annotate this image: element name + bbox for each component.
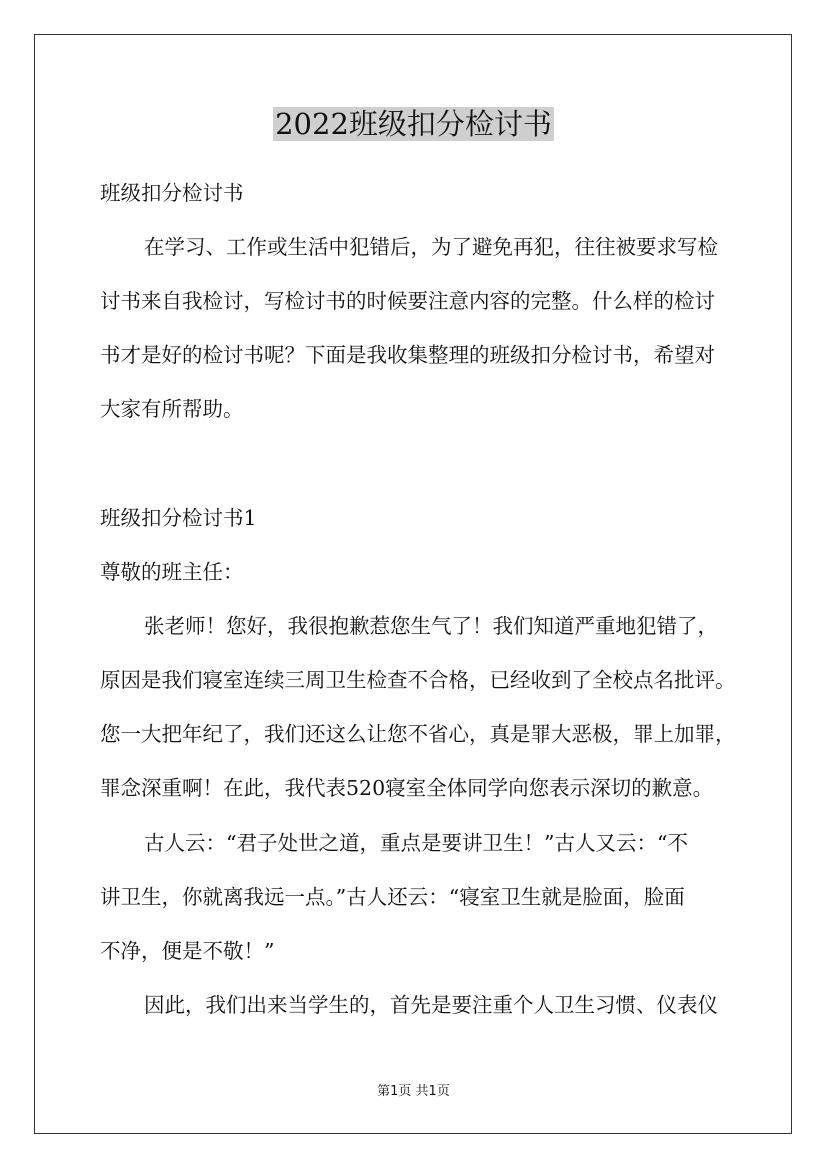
document-title xyxy=(0,104,827,144)
page-footer: 第1页 共1页 xyxy=(377,1084,450,1099)
subtitle: 班级扣分检讨书 xyxy=(100,181,244,205)
paragraph-1-line-2: 原因是我们寝室连续三周卫生检查不合格，已经收到了全校点名批评。 xyxy=(100,668,736,692)
paragraph-2-line-1: 古人云：“君子处世之道，重点是要讲卫生！”古人又云：“不 xyxy=(144,831,688,855)
intro-line-1: 在学习、工作或生活中犯错后，为了避免再犯，往往被要求写检 xyxy=(144,235,718,259)
intro-line-2: 讨书来自我检讨，写检讨书的时候要注意内容的完整。什么样的检讨 xyxy=(100,289,715,313)
intro-line-4: 大家有所帮助。 xyxy=(100,397,244,421)
intro-line-3: 书才是好的检讨书呢？下面是我收集整理的班级扣分检讨书，希望对 xyxy=(100,343,715,367)
paragraph-1-line-3: 您一大把年纪了，我们还这么让您不省心，真是罪大恶极，罪上加罪， xyxy=(100,722,736,746)
section-heading: 班级扣分检讨书1 xyxy=(100,506,257,530)
paragraph-2-line-3: 不净，便是不敬！” xyxy=(100,939,275,963)
salutation: 尊敬的班主任： xyxy=(100,560,244,584)
paragraph-1-line-1: 张老师！您好，我很抱歉惹您生气了！我们知道严重地犯错了， xyxy=(144,614,718,638)
paragraph-1-line-4: 罪念深重啊！在此，我代表520寝室全体同学向您表示深切的歉意。 xyxy=(100,776,714,800)
paragraph-3-line-1: 因此，我们出来当学生的，首先是要注重个人卫生习惯、仪表仪 xyxy=(144,993,718,1017)
title-text: 2022班级扣分检讨书 xyxy=(275,107,552,141)
paragraph-2-line-2: 讲卫生，你就离我远一点。”古人还云：“寝室卫生就是脸面，脸面 xyxy=(100,885,685,909)
